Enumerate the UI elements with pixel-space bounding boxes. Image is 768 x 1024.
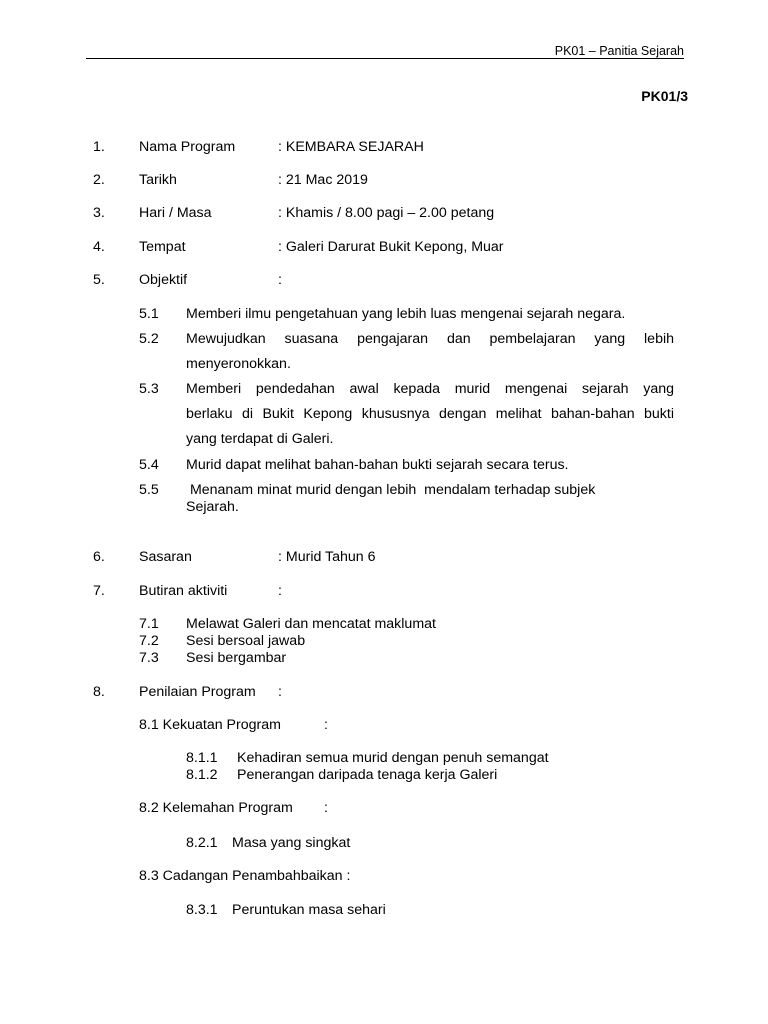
objective-5-2-line-1: Mewujudkan suasana pengajaran dan pembelajaran yang lebih bbox=[186, 331, 674, 347]
item-4-value: : Galeri Darurat Bukit Kepong, Muar bbox=[278, 239, 504, 255]
strengths-colon: : bbox=[324, 717, 328, 733]
activity-7-2-number: 7.2 bbox=[139, 633, 159, 649]
objective-5-3-number: 5.3 bbox=[139, 381, 159, 397]
weakness-8-2-1-number: 8.2.1 bbox=[186, 835, 218, 851]
item-1-label: Nama Program bbox=[139, 139, 236, 155]
strengths-heading: 8.1 Kekuatan Program bbox=[139, 717, 281, 733]
strength-8-1-2-text: Penerangan daripada tenaga kerja Galeri bbox=[237, 767, 498, 783]
item-6-value: : Murid Tahun 6 bbox=[278, 549, 376, 565]
item-2-number: 2. bbox=[93, 172, 105, 188]
weakness-8-2-1-text: Masa yang singkat bbox=[232, 835, 351, 851]
objective-5-3-line-3: yang terdapat di Galeri. bbox=[186, 431, 334, 447]
item-5-value: : bbox=[278, 272, 282, 288]
item-8-label: Penilaian Program bbox=[139, 684, 256, 700]
item-4-number: 4. bbox=[93, 239, 105, 255]
objective-5-5-number: 5.5 bbox=[139, 482, 159, 498]
activity-7-3-text: Sesi bergambar bbox=[186, 650, 287, 666]
objective-5-5-line-2: Sejarah. bbox=[186, 499, 239, 515]
item-3-label: Hari / Masa bbox=[139, 205, 212, 221]
strength-8-1-2-number: 8.1.2 bbox=[186, 767, 218, 783]
item-2-label: Tarikh bbox=[139, 172, 177, 188]
objective-5-2-number: 5.2 bbox=[139, 331, 159, 347]
header-divider bbox=[86, 58, 684, 59]
improvements-heading: 8.3 Cadangan Penambahbaikan : bbox=[139, 868, 351, 884]
objective-5-1-text: Memberi ilmu pengetahuan yang lebih luas mengenai sejarah negara. bbox=[186, 306, 626, 322]
objective-5-1-number: 5.1 bbox=[139, 306, 159, 322]
objective-5-3-line-1: Memberi pendedahan awal kepada murid mengenai sejarah yang bbox=[186, 381, 674, 397]
item-8-number: 8. bbox=[93, 684, 105, 700]
strength-8-1-1-text: Kehadiran semua murid dengan penuh semangat bbox=[237, 750, 549, 766]
item-7-value: : bbox=[278, 583, 282, 599]
objective-5-5-line-1: Menanam minat murid dengan lebih mendalam terhadap subjek bbox=[186, 482, 596, 498]
item-1-number: 1. bbox=[93, 139, 105, 155]
item-2-value: : 21 Mac 2019 bbox=[278, 172, 368, 188]
running-header: PK01 – Panitia Sejarah bbox=[554, 44, 684, 58]
document-code: PK01/3 bbox=[641, 88, 688, 104]
improvement-8-3-1-number: 8.3.1 bbox=[186, 902, 218, 918]
item-4-label: Tempat bbox=[139, 239, 186, 255]
strength-8-1-1-number: 8.1.1 bbox=[186, 750, 218, 766]
activity-7-1-number: 7.1 bbox=[139, 616, 159, 632]
item-1-value: : KEMBARA SEJARAH bbox=[278, 139, 424, 155]
objective-5-3-line-2: berlaku di Bukit Kepong khususnya dengan melihat bahan-bahan bukti bbox=[186, 406, 674, 422]
item-7-number: 7. bbox=[93, 583, 105, 599]
activity-7-3-number: 7.3 bbox=[139, 650, 159, 666]
objective-5-2-line-2: menyeronokkan. bbox=[186, 356, 291, 372]
improvement-8-3-1-text: Peruntukan masa sehari bbox=[232, 902, 386, 918]
weaknesses-heading: 8.2 Kelemahan Program bbox=[139, 800, 293, 816]
item-6-label: Sasaran bbox=[139, 549, 192, 565]
item-6-number: 6. bbox=[93, 549, 105, 565]
objective-5-4-text: Murid dapat melihat bahan-bahan bukti sejarah secara terus. bbox=[186, 457, 569, 473]
item-3-number: 3. bbox=[93, 205, 105, 221]
item-3-value: : Khamis / 8.00 pagi – 2.00 petang bbox=[278, 205, 495, 221]
objective-5-4-number: 5.4 bbox=[139, 457, 159, 473]
item-5-number: 5. bbox=[93, 272, 105, 288]
activity-7-2-text: Sesi bersoal jawab bbox=[186, 633, 306, 649]
item-8-value: : bbox=[278, 684, 282, 700]
item-7-label: Butiran aktiviti bbox=[139, 583, 228, 599]
weaknesses-colon: : bbox=[324, 800, 328, 816]
item-5-label: Objektif bbox=[139, 272, 188, 288]
activity-7-1-text: Melawat Galeri dan mencatat maklumat bbox=[186, 616, 436, 632]
